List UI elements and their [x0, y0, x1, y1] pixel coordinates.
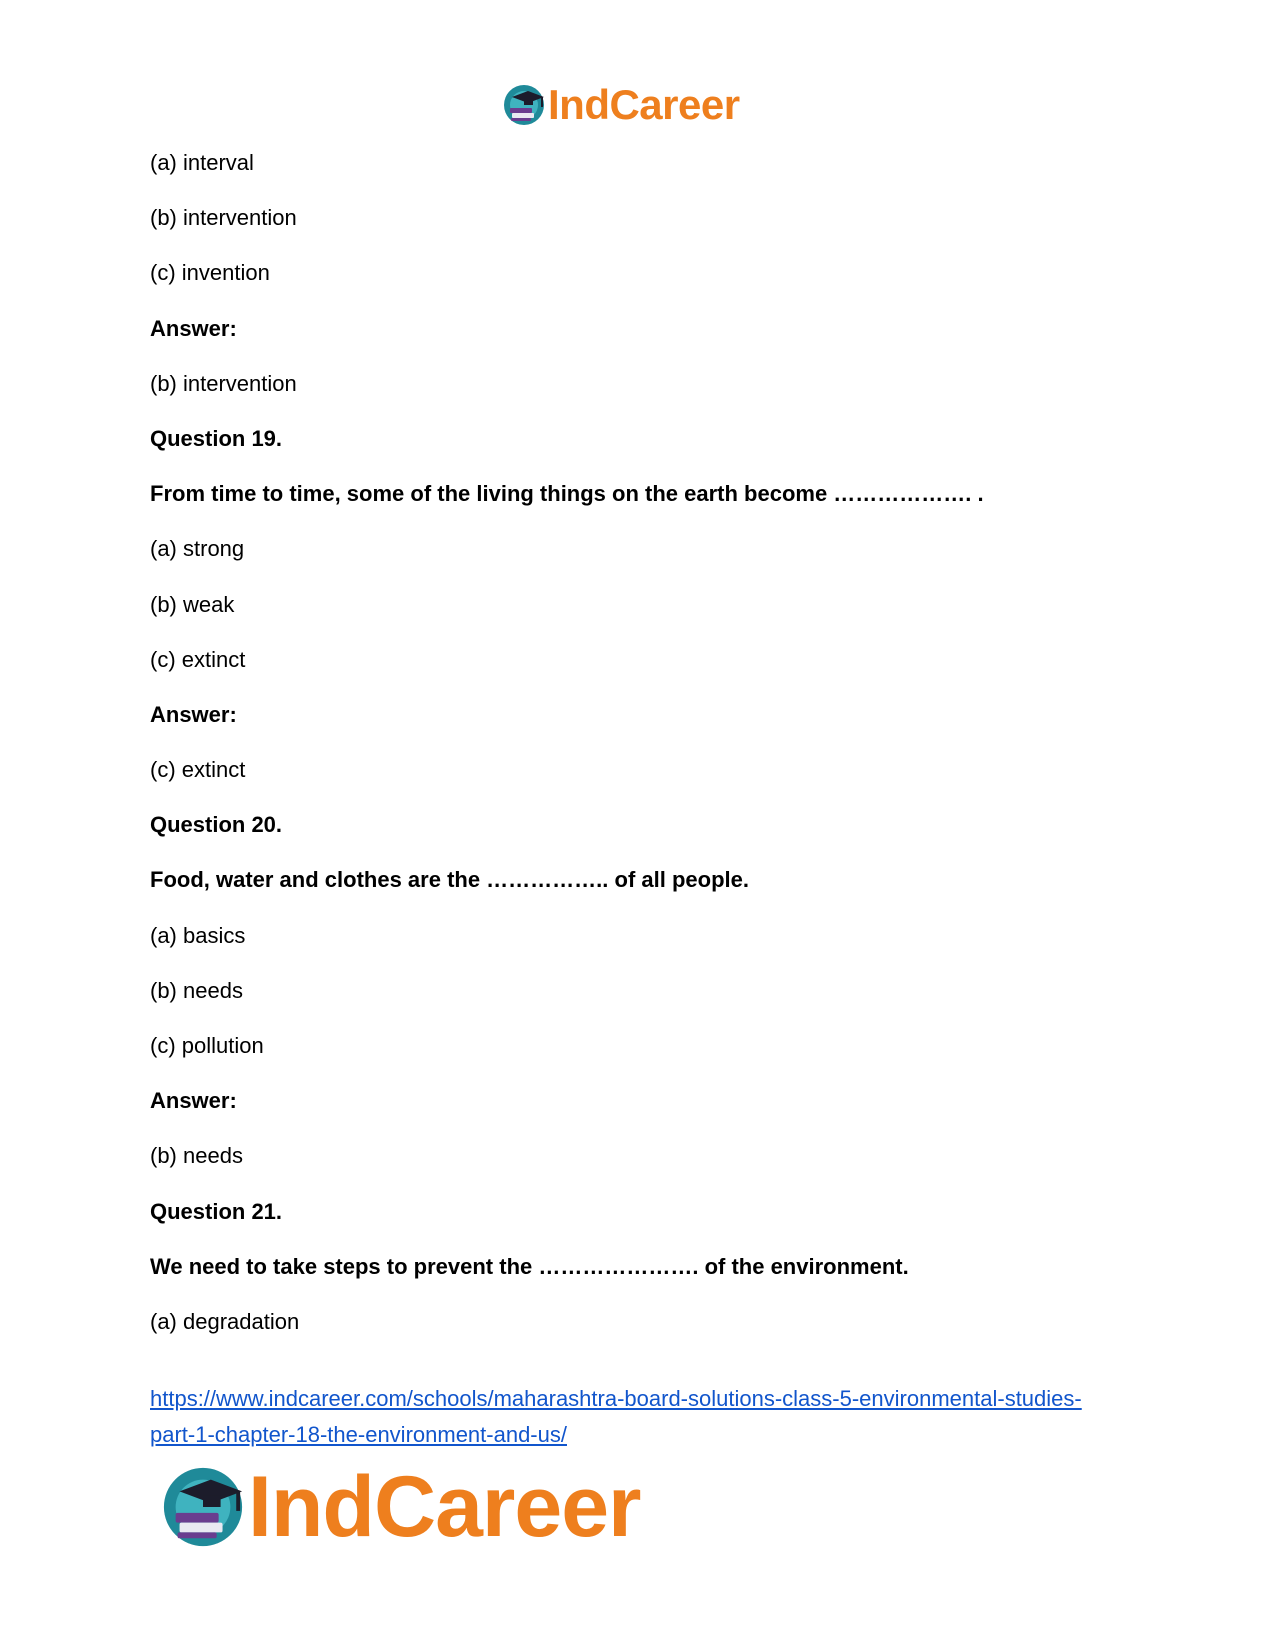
bold-text-line: From time to time, some of the living things on the earth become ………………. . [150, 481, 984, 507]
bold-text-line: Answer: [150, 1088, 237, 1114]
source-url-line-1: https://www.indcareer.com/schools/maharashtra-board-solutions-class-5-environmental-studies- [150, 1386, 1082, 1411]
text-line: (b) needs [150, 1143, 243, 1169]
text-line: (a) basics [150, 922, 246, 948]
text-line: (b) needs [150, 977, 243, 1003]
text-line: (b) intervention [150, 370, 297, 396]
text-line: (b) weak [150, 591, 235, 617]
bold-text-line: Question 19. [150, 425, 283, 451]
text-line: (c) pollution [150, 1033, 264, 1058]
text-line: (b) intervention [150, 205, 297, 231]
brand-name: IndCareer [548, 81, 740, 128]
source-url-line-2: part-1-chapter-18-the-environment-and-us/ [150, 1422, 567, 1447]
bold-text-line: Answer: [150, 701, 237, 727]
bold-text-line: Food, water and clothes are the …………….. of all people. [150, 867, 749, 893]
text-line: (c) extinct [150, 646, 246, 672]
text-line: (c) invention [150, 260, 270, 286]
document-body [150, 145, 1130, 1359]
text-line: (a) strong [150, 536, 245, 562]
source-link-block [150, 1381, 1140, 1453]
graduation-cap-books-icon [160, 1464, 246, 1550]
footer-brand-name: IndCareer [248, 1459, 641, 1555]
bold-text-line: Question 21. [150, 1198, 283, 1224]
bold-text-line: Question 20. [150, 812, 283, 838]
graduation-cap-books-icon [502, 83, 546, 127]
source-url-link[interactable] [150, 1386, 1082, 1447]
text-line: (a) degradation [150, 1308, 300, 1334]
bold-text-line: We need to take steps to prevent the …………………. of the environment. [150, 1253, 909, 1279]
header-logo [502, 80, 740, 130]
footer-logo [160, 1459, 641, 1555]
text-line: (c) extinct [150, 757, 246, 783]
bold-text-line: Answer: [150, 315, 237, 341]
text-line: (a) interval [150, 150, 254, 175]
